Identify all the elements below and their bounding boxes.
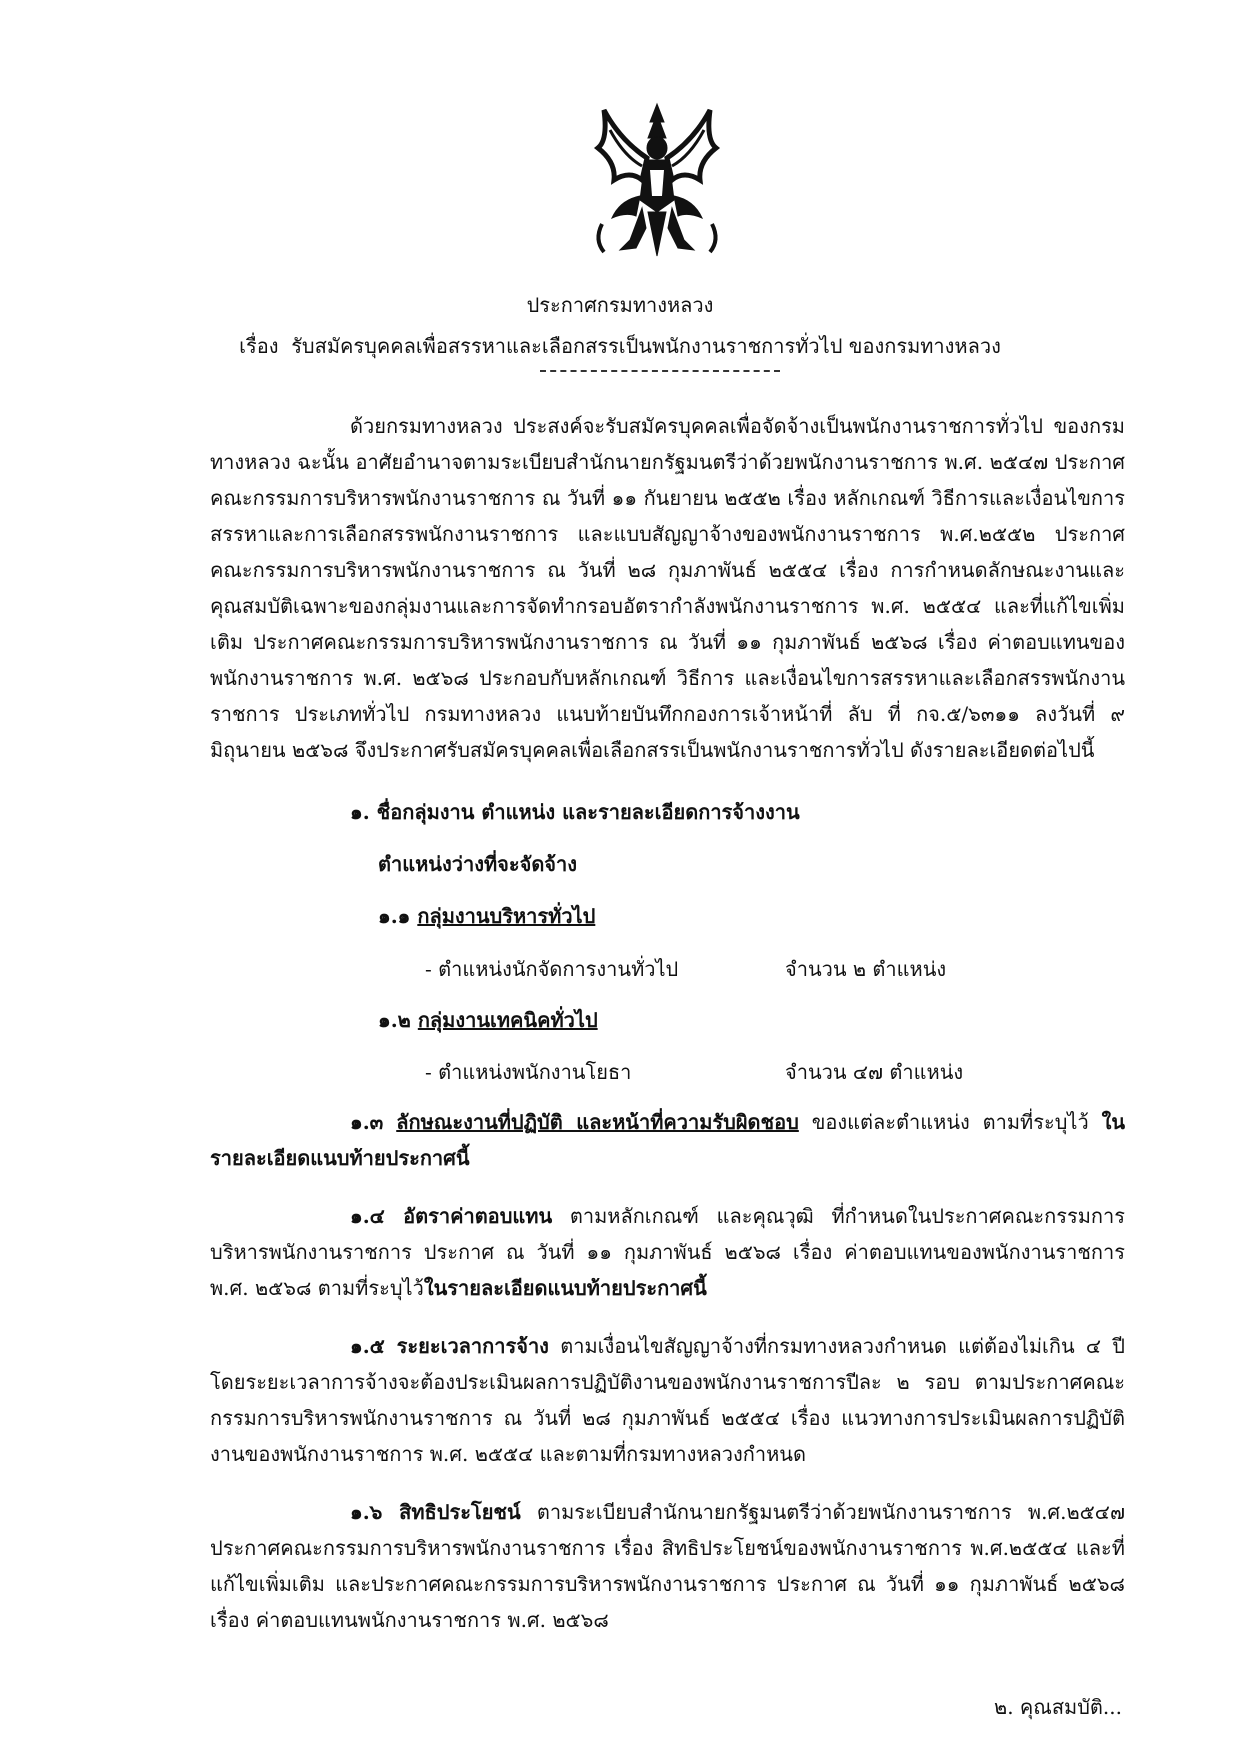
- group1-position: - ตำแหน่งนักจัดการงานทั่วไป: [425, 957, 679, 981]
- group1-name: กลุ่มงานบริหารทั่วไป: [417, 904, 596, 928]
- continuation-note: ๒. คุณสมบัติ...: [994, 1695, 1122, 1719]
- announcement-title: ประกาศกรมทางหลวง: [526, 293, 714, 317]
- item3-number: ๑.๓: [350, 1110, 384, 1134]
- group1-number: ๑.๑: [378, 904, 411, 928]
- item6-paragraph: [210, 1494, 1125, 1638]
- item6-text: ตามระเบียบสำนักนายกรัฐมนตรีว่าด้วยพนักงานราชการ พ.ศ.๒๕๔๗ ประกาศคณะกรรมการบริหารพนักงานราชการ เรื่อง สิทธิประโยชน์ของพนักงานราชการ พ.ศ.๒๕๕๔ และที่แก้ไขเพิ่มเติม และประกาศคณะกรรมการบริหารพนักงานราชการ ประกาศ ณ วันที่ ๑๑ กุมภาพันธ์ ๒๕๖๘ เรื่อง ค่าตอบแทนพนักงานราชการ พ.ศ. ๒๕๖๘: [210, 1500, 1125, 1632]
- item4-paragraph: [210, 1198, 1125, 1306]
- intro-paragraph: [210, 408, 1125, 768]
- item5-paragraph: [210, 1328, 1125, 1472]
- item3-tail: ในรายละเอียดแนบท้ายประกาศนี้: [210, 1110, 1126, 1170]
- item6-title: ๑.๖ สิทธิประโยชน์: [350, 1500, 521, 1524]
- item3-text: ของแต่ละตำแหน่ง ตามที่ระบุไว้: [811, 1110, 1089, 1134]
- subject-text: รับสมัครบุคคลเพื่อสรรหาและเลือกสรรเป็นพนักงานราชการทั่วไป ของกรมทางหลวง: [291, 334, 1001, 358]
- title-divider: [540, 370, 780, 372]
- item3-paragraph: [210, 1104, 1125, 1176]
- group1-count: จำนวน ๒ ตำแหน่ง: [785, 957, 947, 981]
- item5-text: ตามเงื่อนไขสัญญาจ้างที่กรมทางหลวงกำหนด แต่ต้องไม่เกิน ๔ ปี โดยระยะเวลาการจ้างจะต้องประเมินผลการปฏิบัติงานของพนักงานราชการปีละ ๒ รอบ ตามประกาศคณะกรรมการบริหารพนักงานราชการ ณ วันที่ ๒๘ กุมภาพันธ์ ๒๕๕๔ เรื่อง แนวทางการประเมินผลการปฏิบัติงานของพนักงานราชการ พ.ศ. ๒๕๕๔ และตามที่กรมทางหลวงกำหนด: [210, 1334, 1125, 1466]
- group2-name: กลุ่มงานเทคนิคทั่วไป: [417, 1008, 598, 1032]
- garuda-emblem-icon: [590, 100, 725, 260]
- group1-heading: [378, 902, 595, 930]
- item3-title: ลักษณะงานที่ปฏิบัติ และหน้าที่ความรับผิดชอบ: [396, 1110, 799, 1134]
- intro-text: ด้วยกรมทางหลวง ประสงค์จะรับสมัครบุคคลเพื่อจัดจ้างเป็นพนักงานราชการทั่วไป ของกรมทางหลวง ฉะนั้น อาศัยอำนาจตามระเบียบสำนักนายกรัฐมนตรีว่าด้วยพนักงานราชการ พ.ศ. ๒๕๔๗ ประกาศคณะกรรมการบริหารพนักงานราชการ ณ วันที่ ๑๑ กันยายน ๒๕๕๒ เรื่อง หลักเกณฑ์ วิธีการและเงื่อนไขการสรรหาและการเลือกสรรพนักงานราชการ และแบบสัญญาจ้างของพนักงานราชการ พ.ศ.๒๕๕๒ ประกาศคณะกรรมการบริหารพนักงานราชการ ณ วันที่ ๒๘ กุมภาพันธ์ ๒๕๕๔ เรื่อง การกำหนดลักษณะงานและคุณสมบัติเฉพาะของกลุ่มงานและการจัดทำกรอบอัตรากำลังพนักงานราชการ พ.ศ. ๒๕๕๔ และที่แก้ไขเพิ่มเติม ประกาศคณะกรรมการบริหารพนักงานราชการ ณ วันที่ ๑๑ กุมภาพันธ์ ๒๕๖๘ เรื่อง ค่าตอบแทนของพนักงานราชการ พ.ศ. ๒๕๖๘ ประกอบกับหลักเกณฑ์ วิธีการ และเงื่อนไขการสรรหาและเลือกสรรพนักงานราชการ ประเภททั่วไป กรมทางหลวง แนบท้ายบันทึกกองการเจ้าหน้าที่ ลับ ที่ กจ.๕/๖๓๑๑ ลงวันที่ ๙ มิถุนายน ๒๕๖๘ จึงประกาศรับสมัครบุคคลเพื่อเลือกสรรเป็นพนักงานราชการทั่วไป ดังรายละเอียดต่อไปนี้: [210, 414, 1125, 762]
- group2-count: จำนวน ๔๗ ตำแหน่ง: [785, 1060, 964, 1084]
- vacancy-heading: ตำแหน่งว่างที่จะจัดจ้าง: [378, 852, 578, 876]
- section1-heading: ๑. ชื่อกลุ่มงาน ตำแหน่ง และรายละเอียดการจ้างงาน: [350, 800, 800, 824]
- item5-title: ๑.๕ ระยะเวลาการจ้าง: [350, 1334, 549, 1358]
- group2-position: - ตำแหน่งพนักงานโยธา: [425, 1060, 632, 1084]
- announcement-subject: [0, 333, 1240, 359]
- item4-text: ตามหลักเกณฑ์ และคุณวุฒิ ที่กำหนดในประกาศคณะกรรมการบริหารพนักงานราชการ ประกาศ ณ วันที่ ๑๑ กุมภาพันธ์ ๒๕๖๘ เรื่อง ค่าตอบแทนของพนักงานราชการ พ.ศ. ๒๕๖๘ ตามที่ระบุไว้: [210, 1204, 1126, 1300]
- group2-heading: [378, 1006, 598, 1034]
- group2-number: ๑.๒: [378, 1008, 411, 1032]
- subject-label: เรื่อง: [239, 334, 279, 358]
- item4-tail: ในรายละเอียดแนบท้ายประกาศนี้: [423, 1276, 707, 1300]
- item4-title: ๑.๔ อัตราค่าตอบแทน: [350, 1204, 553, 1228]
